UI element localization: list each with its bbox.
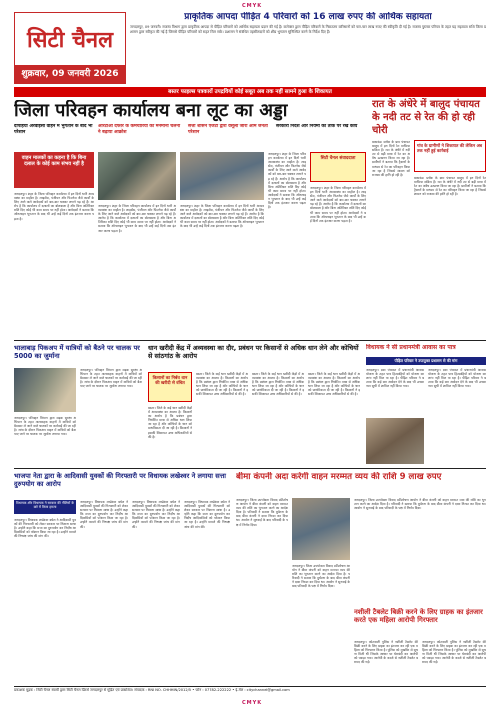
mid-left-body-1: जगदलपुर। परिवहन विभाग द्वारा सड़क सुरक्षा अभियान के तहत मालवाहक वाहनों में यात्रियों को बैठाकर ले जाने वाले चालकों पर कार्रवाई की जा रही है। जांच के दौरान पिकअप वाहन में यात्रियों को बैठा पाए जाने पर चालक पर जुर्माना लगाया गया। — [80, 368, 142, 389]
subhead-3: सत्ता शासन एजेंटों द्वारा वसूली जारी आम जनता परेशान — [188, 124, 268, 135]
top-story-headline: प्राकृतिक आपदा पीड़ित 4 परिवारों को 16 लाख रुपए की आर्थिक सहायता — [184, 12, 432, 22]
reporter-box — [310, 152, 366, 182]
mid-left-photo — [14, 368, 76, 412]
main-story-headline: जिला परिवहन कार्यालय बना लूट का अड्डा — [14, 100, 288, 121]
mid-right-sub-band — [366, 357, 486, 365]
main-story-body-3: जगदलपुर। शहर के जिला परिवहन कार्यालय में इन दिनों भारी अव्यवस्था का माहौल है। लाइसेंस, पंजीयन और फिटनेस जैसे कार्यों के लिए आने वाले आवेदकों को बार-बार चक्कर लगाने पड़ रहे हैं। आरोप है कि कार्यालय में दलालों का बोलबाला है और बिना अतिरिक्त राशि दिए कोई भी काम समय पर नहीं होता। आवेदकों ने बताया कि ऑनलाइन भुगतान के बाद भी उन्हें कई दिनों तक इंतजार करना पड़ता है। — [180, 204, 264, 229]
mid-right-body-2: जगदलपुर। ग्राम पंचायत में प्रधानमंत्री आवास योजना के तहत पात्र हितग्राहियों को योजना का लाभ नहीं मिल पा रहा है। पीड़ित परिवार ने बताया कि कई बार आवेदन देने के बाद भी उनका नाम सूची में शामिल नहीं किया गया। — [428, 368, 486, 389]
main-story-body-1: जगदलपुर। शहर के जिला परिवहन कार्यालय में इन दिनों भारी अव्यवस्था का माहौल है। लाइसेंस, पंजीयन और फिटनेस जैसे कार्यों के लिए आने वाले आवेदकों को बार-बार चक्कर लगाने पड़ रहे हैं। आरोप है कि कार्यालय में दलालों का बोलबाला है और बिना अतिरिक्त राशि दिए कोई भी काम समय पर नहीं होता। आवेदकों ने बताया कि ऑनलाइन भुगतान के बाद भी उन्हें कई दिनों तक इंतजार करना पड़ता है। — [14, 192, 94, 221]
footer-rule — [14, 686, 486, 687]
bottom-right-body-1: जगदलपुर। कोतवाली पुलिस ने नशीली टैबलेट की बिक्री करने के लिए ग्राहक का इंतजार कर रही एक महिला को गिरफ्तार किया है। पुलिस को मुखबिर से सूचना मिली थी जिसके आधार पर घेराबंदी कर आरोपी को पकड़ा गया। आरोपी के कब्जे से नशीली टैबलेट बरामद की गई। — [354, 640, 418, 665]
main-story-body-2: जगदलपुर। शहर के जिला परिवहन कार्यालय में इन दिनों भारी अव्यवस्था का माहौल है। लाइसेंस, पंजीयन और फिटनेस जैसे कार्यों के लिए आने वाले आवेदकों को बार-बार चक्कर लगाने पड़ रहे हैं। आरोप है कि कार्यालय में दलालों का बोलबाला है और बिना अतिरिक्त राशि दिए कोई भी काम समय पर नहीं होता। आवेदकों ने बताया कि ऑनलाइन भुगतान के बाद भी उन्हें कई दिनों तक इंतजार करना पड़ता है। — [98, 204, 176, 233]
side-story-body-1: बकावंड। ब्लॉक के ग्राम पंचायत बालुद में इन दिनों रेत माफिया सक्रिय हैं। रात के अंधेरे में नदी तट से बड़ी मात्रा में रेत का अवैध उत्खनन किया जा रहा है। ग्रामीणों ने बताया कि ट्रैक्टरों के माध्यम से रेत का परिवहन किया जा रहा है जिससे शासन को राजस्व की हानि हो रही है। — [372, 140, 410, 177]
subhead-4: सरकारी निर्देश और नियमों को ताक पर रख कार्य — [276, 124, 358, 129]
reporter-name: सिटी चैनल संवाददाता — [320, 156, 356, 161]
side-story-body-2: बकावंड। ब्लॉक के ग्राम पंचायत बालुद में इन दिनों रेत माफिया सक्रिय हैं। रात के अंधेरे में नदी तट से बड़ी मात्रा में रेत का अवैध उत्खनन किया जा रहा है। ग्रामीणों ने बताया कि ट्रैक्टरों के माध्यम से रेत का परिवहन किया जा रहा है जिससे शासन को राजस्व की हानि हो रही है। — [414, 176, 486, 197]
bottom-left-body-4: जगदलपुर। विधायक लखेश्वर बघेल ने आदिवासी युवकों की गिरफ्तारी को लेकर सरकार पर निशाना साधा है। उन्होंने कहा कि सत्ता का दुरुपयोग कर निर्दोष आदिवासियों को परेशान किया जा रहा है। उन्होंने मामले की निष्पक्ष जांच की मांग की। — [184, 500, 230, 529]
top-story-body: जगदलपुर, 09 जनवरी। राजस्व विभाग द्वारा प्राकृतिक आपदा से पीड़ित परिवारों को आर्थिक सहायता प्रदान की गई है। कलेक्टर द्वारा पीड़ित परिवारों के निकटतम वारिसानों को चार-चार लाख रुपए की स्वीकृति दी गई है। राजस्व पुस्तक परिपत्र के तहत यह सहायता राशि जिला प्रशासन द्वारा स्वीकृत की गई है जिससे पीड़ित परिवारों को राहत मिल सके। प्रशासन ने संबंधित तहसीलदारों को शीघ्र भुगतान सुनिश्चित करने के निर्देश दिए हैं। — [130, 25, 486, 34]
highlight-box — [14, 152, 94, 188]
mid-left-headline: भालाबाड़ पिकअप में यात्रियों को बैठने पर चालक पर 5000 का जुर्माना — [14, 344, 140, 360]
color-mark-bottom: CMYK — [242, 700, 263, 706]
bottom-center-body-1: जगदलपुर। जिला उपभोक्ता विवाद प्रतितोषण आयोग ने बीमा कंपनी को वाहन मरम्मत व्यय की राशि का भुगतान करने का आदेश दिया है। परिवादी ने बताया कि दुर्घटना के बाद बीमा कंपनी ने दावा निरस्त कर दिया था। आयोग ने सुनवाई के बाद परिवादी के पक्ष में निर्णय दिया। — [236, 498, 288, 527]
side-story-headline: रात के अंधेरे में बालुद पंचायत के नदी तट से रेत की हो रही चोरी — [372, 99, 480, 136]
bottom-left-photo-caption-band — [14, 500, 76, 514]
mid-right-sub: पीड़ित परिवार ने उपायुक्त प्रशासन से की मांग — [394, 358, 458, 363]
main-story-body-4: जगदलपुर। शहर के जिला परिवहन कार्यालय में इन दिनों भारी अव्यवस्था का माहौल है। लाइसेंस, पंजीयन और फिटनेस जैसे कार्यों के लिए आने वाले आवेदकों को बार-बार चक्कर लगाने पड़ रहे हैं। आरोप है कि कार्यालय में दलालों का बोलबाला है और बिना अतिरिक्त राशि दिए कोई भी काम समय पर नहीं होता। आवेदकों ने बताया कि ऑनलाइन भुगतान के बाद भी उन्हें कई दिनों तक इंतजार करना पड़ता है। — [268, 152, 306, 210]
mid-center-box — [148, 372, 192, 402]
masthead-date: शुक्रवार, 09 जनवरी 2026 — [15, 65, 125, 83]
side-story-callout: गांव के ग्रामीणों ने शिकायत की लेकिन अब तक नहीं हुई कार्रवाई — [417, 143, 483, 154]
highlight-text: वाहन मालकों का कहना है कि बिना दलाल के कोई काम संभव नहीं है — [21, 155, 87, 168]
bottom-left-body-1: जगदलपुर। विधायक लखेश्वर बघेल ने आदिवासी युवकों की गिरफ्तारी को लेकर सरकार पर निशाना साधा है। उन्होंने कहा कि सत्ता का दुरुपयोग कर निर्दोष आदिवासियों को परेशान किया जा रहा है। उन्होंने मामले की निष्पक्ष जांच की मांग की। — [14, 518, 76, 539]
banner-text: बस्तर फाइल्स पत्रकारों उपद्रवियों कोई सबूत अब तक नहीं सामने हुआ के शिकायत — [168, 89, 332, 95]
bottom-left-headline: भाजपा नेता द्वारा के आदिवासी युवकों की गिरफ्तारी पर विधायक लखेश्वर ने लगाया सत्ता दुरुपयोग का आरोप — [14, 472, 226, 489]
subhead-2: आरटीओ दफ्तर के कर्मचारियों की मनमानी चलनी ने बढ़ाया आक्रोश — [98, 124, 181, 135]
mid-center-body-2: बस्तर। जिले के कई धान खरीदी केंद्रों में अव्यवस्था का आलम है। किसानों का आरोप है कि प्रबंधन द्वारा निर्धारित मात्रा से अधिक धान लिया जा रहा है और कोचियों के धान को प्राथमिकता दी जा रही है। किसानों ने इसकी शिकायत उच्च अधिकारियों से की है। — [196, 372, 248, 397]
bottom-right-body-2: जगदलपुर। कोतवाली पुलिस ने नशीली टैबलेट की बिक्री करने के लिए ग्राहक का इंतजार कर रही एक महिला को गिरफ्तार किया है। पुलिस को मुखबिर से सूचना मिली थी जिसके आधार पर घेराबंदी कर आरोपी को पकड़ा गया। आरोपी के कब्जे से नशीली टैबलेट बरामद की गई। — [422, 640, 486, 665]
subhead-1: दोपहिया अरवाईसी वाहन में भुगतान के बाद भी परेशान — [14, 124, 93, 135]
divider-2 — [14, 468, 486, 469]
newspaper-page — [14, 12, 486, 696]
bottom-right-body-upper: जगदलपुर। जिला उपभोक्ता विवाद प्रतितोषण आयोग ने बीमा कंपनी को वाहन मरम्मत व्यय की राशि का भुगतान करने का आदेश दिया है। परिवादी ने बताया कि दुर्घटना के बाद बीमा कंपनी ने दावा निरस्त कर दिया था। आयोग ने सुनवाई के बाद परिवादी के पक्ष में निर्णय दिया। — [354, 498, 486, 511]
mid-right-photo — [366, 418, 424, 464]
red-banner — [14, 87, 486, 97]
bottom-center-photo — [292, 498, 350, 560]
main-story-body-5: जगदलपुर। शहर के जिला परिवहन कार्यालय में इन दिनों भारी अव्यवस्था का माहौल है। लाइसेंस, पंजीयन और फिटनेस जैसे कार्यों के लिए आने वाले आवेदकों को बार-बार चक्कर लगाने पड़ रहे हैं। आरोप है कि कार्यालय में दलालों का बोलबाला है और बिना अतिरिक्त राशि दिए कोई भी काम समय पर नहीं होता। आवेदकों ने बताया कि ऑनलाइन भुगतान के बाद भी उन्हें कई दिनों तक इंतजार करना पड़ता है। — [310, 186, 366, 223]
mid-center-body-3: बस्तर। जिले के कई धान खरीदी केंद्रों में अव्यवस्था का आलम है। किसानों का आरोप है कि प्रबंधन द्वारा निर्धारित मात्रा से अधिक धान लिया जा रहा है और कोचियों के धान को प्राथमिकता दी जा रही है। किसानों ने इसकी शिकायत उच्च अधिकारियों से की है। — [252, 372, 304, 397]
mid-left-body-2: जगदलपुर। परिवहन विभाग द्वारा सड़क सुरक्षा अभियान के तहत मालवाहक वाहनों में यात्रियों को बैठाकर ले जाने वाले चालकों पर कार्रवाई की जा रही है। जांच के दौरान पिकअप वाहन में यात्रियों को बैठा पाए जाने पर चालक पर जुर्माना लगाया गया। — [14, 416, 76, 437]
bottom-center-body-2: जगदलपुर। जिला उपभोक्ता विवाद प्रतितोषण आयोग ने बीमा कंपनी को वाहन मरम्मत व्यय की राशि का भुगतान करने का आदेश दिया है। परिवादी ने बताया कि दुर्घटना के बाद बीमा कंपनी ने दावा निरस्त कर दिया था। आयोग ने सुनवाई के बाद परिवादी के पक्ष में निर्णय दिया। — [292, 564, 350, 589]
masthead-title: सिटी चैनल — [26, 27, 114, 53]
mid-right-headline: विधायक ने सी प्रधानमंत्री आवास का पात्र — [366, 344, 456, 351]
mid-right-body-1: जगदलपुर। ग्राम पंचायत में प्रधानमंत्री आवास योजना के तहत पात्र हितग्राहियों को योजना का लाभ नहीं मिल पा रहा है। पीड़ित परिवार ने बताया कि कई बार आवेदन देने के बाद भी उनका नाम सूची में शामिल नहीं किया गया। — [366, 368, 424, 389]
bottom-left-photo-caption: विधायक और विधायक ने सरकार की नीतियों के बारे में किया हमला — [16, 501, 74, 510]
bottom-center-headline: बीमा कंपनी अदा करेगी वाहन मरम्मत व्यय की राशि 9 लाख रुपए — [236, 472, 442, 482]
main-story-subheads — [14, 124, 366, 150]
mid-center-body-4: बस्तर। जिले के कई धान खरीदी केंद्रों में अव्यवस्था का आलम है। किसानों का आरोप है कि प्रबंधन द्वारा निर्धारित मात्रा से अधिक धान लिया जा रहा है और कोचियों के धान को प्राथमिकता दी जा रही है। किसानों ने इसकी शिकायत उच्च अधिकारियों से की है। — [308, 372, 360, 397]
divider-1 — [14, 340, 486, 341]
bottom-left-body-3: जगदलपुर। विधायक लखेश्वर बघेल ने आदिवासी युवकों की गिरफ्तारी को लेकर सरकार पर निशाना साधा है। उन्होंने कहा कि सत्ता का दुरुपयोग कर निर्दोष आदिवासियों को परेशान किया जा रहा है। उन्होंने मामले की निष्पक्ष जांच की मांग की। — [132, 500, 180, 529]
main-photo-2 — [180, 152, 264, 200]
mid-center-headline: धान खरीदी केंद्र में अव्यवस्था का दौर, प्रबंधन पर किसानों से अधिक धान लेने और कोचियों से सांठगांठ के आरोप — [148, 344, 359, 360]
masthead — [14, 12, 126, 84]
bottom-right-headline: नशीली टैबलेट बिक्री करने के लिए ग्राहक का इंतजार करते एक महिला आरोपी गिरफ्तार — [354, 608, 483, 625]
bottom-left-body-2: जगदलपुर। विधायक लखेश्वर बघेल ने आदिवासी युवकों की गिरफ्तारी को लेकर सरकार पर निशाना साधा है। उन्होंने कहा कि सत्ता का दुरुपयोग कर निर्दोष आदिवासियों को परेशान किया जा रहा है। उन्होंने मामले की निष्पक्ष जांच की मांग की। — [80, 500, 128, 529]
main-photo-1 — [98, 152, 176, 200]
top-story — [130, 12, 486, 84]
footer-imprint: प्रकाशक मुद्रक : सिटी चैनल स्वामी द्वारा सिटी चैनल प्रिंटर्स जगदलपुर से मुद्रित एवं प्रकाशित। संपादक : RNI NO. CHHHIN/2012/5 • फोन : 07782-222222 • ई-मेल : citychannel@gmail.com — [14, 688, 290, 692]
mid-center-body-1: बस्तर। जिले के कई धान खरीदी केंद्रों में अव्यवस्था का आलम है। किसानों का आरोप है कि प्रबंधन द्वारा निर्धारित मात्रा से अधिक धान लिया जा रहा है और कोचियों के धान को प्राथमिकता दी जा रही है। किसानों ने इसकी शिकायत उच्च अधिकारियों से की है। — [148, 406, 192, 439]
side-story-callout-box — [414, 140, 486, 172]
mid-center-box-text: किसानों का निर्बंध धान की खरीदी से वंचित — [152, 375, 188, 386]
color-mark-top: CMYK — [242, 3, 263, 9]
